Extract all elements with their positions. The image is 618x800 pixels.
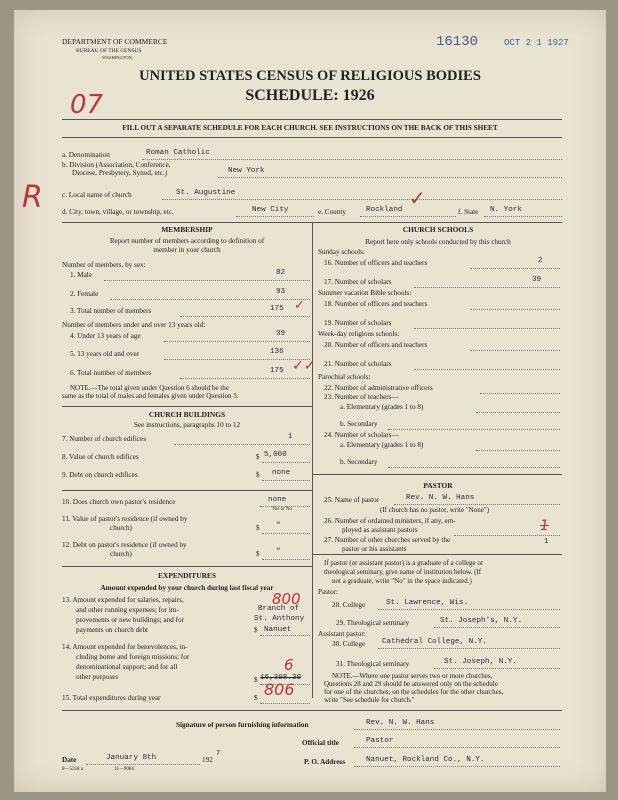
q30-label: 30. College	[332, 640, 366, 648]
city-label: WASHINGTON	[102, 55, 132, 60]
bureau-label: BUREAU OF THE CENSUS	[76, 48, 142, 54]
q7-value: 1	[288, 433, 293, 441]
q13-line-4: payments on church debt	[76, 626, 149, 634]
parochial-label: Parochial schools:	[318, 373, 371, 381]
state-label: f. State	[458, 208, 479, 216]
q23-label: 23. Number of teachers—	[324, 393, 399, 401]
q12-label-2: church)	[110, 550, 132, 558]
q14-dollar: $	[254, 676, 258, 684]
q17-value: 39	[532, 276, 542, 284]
pastor-note-4: write "See schedule for church."	[324, 696, 415, 704]
q4-value: 39	[276, 330, 286, 338]
q2-value: 93	[276, 288, 286, 296]
q29-value: St. Joseph's, N.Y.	[440, 617, 523, 625]
year-suffix: 7	[216, 750, 221, 758]
membership-note-2: same as the total of males and females given under Question 3.	[62, 392, 239, 400]
q27-line-2: pastor or his assistants	[342, 545, 407, 553]
denomination-label: a. Denomination	[62, 151, 110, 159]
q16-label: 16. Number of officers and teachers	[324, 259, 428, 267]
city-label-field: d. City, town, village, or township, etc.	[62, 208, 174, 216]
official-title-label: Official title	[302, 739, 339, 747]
q14-handwritten: 6	[284, 656, 294, 674]
membership-note-1: NOTE.—The total given under Question 6 should be the	[70, 384, 229, 392]
q14-value: 16,398.30	[260, 674, 302, 682]
summer-label: Summer vacation Bible schools:	[318, 289, 412, 297]
q13-handwritten: 800	[272, 590, 301, 608]
membership-intro-1: Report number of members according to definition of	[109, 237, 265, 245]
assistant-sub-label: Assistant pastor:	[318, 630, 366, 638]
q9-dollar: $	[256, 471, 260, 479]
q27-line-1: 27. Number of other churches served by the	[324, 536, 451, 544]
q9-label: 9. Debt on church edifices	[62, 471, 138, 479]
q30-value: Cathedral College, N.Y.	[382, 638, 487, 646]
county-check-mark: ✓	[409, 186, 426, 210]
city-value: New City	[252, 206, 289, 214]
q12-dollar: $	[256, 550, 260, 558]
signature-label: Signature of person furnishing information	[176, 721, 309, 729]
q6-label: 6. Total number of members	[70, 369, 152, 377]
q3-check-mark: ✓	[294, 298, 305, 313]
q12-value: "	[276, 548, 281, 556]
division-value: New York	[228, 167, 265, 175]
schools-title: CHURCH SCHOOLS	[402, 225, 474, 234]
q23b-label: b. Secondary	[340, 420, 378, 428]
by-sex-label: Number of members, by sex:	[62, 261, 146, 269]
q6-value: 175	[270, 367, 284, 375]
form-title: UNITED STATES CENSUS OF RELIGIOUS BODIES	[139, 68, 481, 84]
q8-dollar: $	[256, 453, 260, 461]
q1-label: 1. Male	[70, 271, 92, 279]
q15-handwritten: 806	[264, 680, 295, 699]
q13-note-1: Branch of	[258, 605, 300, 613]
weekday-label: Week-day religious schools:	[318, 330, 400, 338]
q29-label: 29. Theological seminary	[336, 619, 410, 627]
q24b-label: b. Secondary	[340, 458, 378, 466]
q16-value: 2	[538, 257, 543, 265]
q8-label: 8. Value of church edifices	[62, 453, 139, 461]
q5-label: 5. 13 years old and over	[70, 350, 140, 358]
form-number-2: 11—9084	[114, 767, 134, 772]
q15-dollar: $	[254, 694, 258, 702]
denomination-value: Roman Catholic	[146, 149, 210, 157]
handwritten-07: 07	[70, 90, 104, 120]
form-number-1: 8—5318 a	[62, 767, 83, 772]
q20-label: 20. Number of officers and teachers	[324, 341, 428, 349]
q19-label: 19. Number of scholars	[324, 319, 392, 327]
q13-note-3: Nanuet	[264, 626, 292, 634]
pastor-note-3: for one of the churches; on the schedules for the other churches,	[324, 688, 504, 696]
q14-line-3: denominational support; and for all	[76, 663, 178, 671]
pastor-title: PASTOR	[423, 481, 453, 490]
census-form	[14, 10, 606, 792]
q28-value: St. Lawrence, Wis.	[386, 599, 469, 607]
schedule-title: SCHEDULE: 1926	[245, 87, 375, 104]
q31-label: 31. Theological seminary	[336, 660, 410, 668]
q2-label: 2. Female	[70, 290, 99, 298]
q10-label: 10. Does church own pastor's residence	[62, 498, 176, 506]
q26-line-2: ployed as assistant pastors	[342, 526, 418, 534]
q24-label: 24. Number of scholars—	[324, 431, 399, 439]
q12-label: 12. Debt on pastor's residence (if owned by	[62, 541, 187, 549]
q13-dollar: $	[254, 626, 258, 634]
q26-value: 1	[540, 518, 549, 534]
q17-label: 17. Number of scholars	[324, 278, 392, 286]
q13-note-2: St. Anthony	[254, 615, 305, 623]
q26-line-1: 26. Number of ordained ministers, if any, em-	[324, 517, 456, 525]
department-label: DEPARTMENT OF COMMERCE	[62, 37, 168, 46]
q3-label: 3. Total number of members	[70, 307, 152, 315]
po-address-value: Nanuet, Rockland Co., N.Y.	[366, 756, 485, 764]
q11-label-2: church)	[110, 524, 132, 532]
q11-dollar: $	[256, 524, 260, 532]
q8-value: 5,000	[264, 451, 287, 459]
membership-title: MEMBERSHIP	[161, 225, 213, 234]
handwritten-r: R	[22, 180, 43, 215]
q7-label: 7. Number of church edifices	[62, 435, 147, 443]
pastor-note-1: NOTE.—Where one pastor serves two or more churches,	[332, 672, 493, 680]
grad-line-3: not a graduate, write "No" in the space indicated.)	[332, 577, 472, 585]
q6-check-mark: ✓✓	[292, 358, 316, 374]
official-title-value: Pastor	[366, 737, 394, 745]
county-label: e. County	[318, 208, 346, 216]
q22-label: 22. Number of administrative officers	[324, 384, 433, 392]
q14-line-4: other purposes	[76, 673, 119, 681]
grad-line-1: If pastor (or assistant pastor) is a graduate of a college or	[324, 559, 484, 567]
buildings-title: CHURCH BUILDINGS	[148, 410, 226, 419]
date-value: January 8th	[106, 754, 157, 762]
stamp-date: OCT 2 1 1927	[504, 38, 569, 48]
q13-line-3: provements or new buildings; and for	[76, 616, 184, 624]
q11-label: 11. Value of pastor's residence (if owned by	[62, 515, 188, 523]
q31-value: St. Joseph, N.Y.	[444, 658, 517, 666]
q27-value: 1	[544, 538, 549, 546]
q1-value: 82	[276, 269, 286, 277]
q25-value: Rev. N. W. Hans	[406, 494, 475, 502]
q11-value: "	[276, 522, 281, 530]
q13-line-1: 13. Amount expended for salaries, repairs,	[62, 596, 184, 604]
q28-label: 28. College	[332, 601, 366, 609]
instruction-line: FILL OUT A SEPARATE SCHEDULE FOR EACH CHURCH. SEE INSTRUCTIONS ON THE BACK OF THIS SHEET	[122, 124, 498, 132]
pastor-sub-label: Pastor:	[318, 588, 338, 596]
q9-value: none	[272, 469, 291, 477]
q24a-label: a. Elementary (grades 1 to 8)	[340, 441, 424, 449]
q13-line-2: and other running expenses; for im-	[76, 606, 179, 614]
expenditures-title: EXPENDITURES	[158, 571, 216, 580]
q25-label: 25. Name of pastor	[324, 496, 380, 504]
division-label-2: Diocese, Presbytery, Synod, etc.)	[72, 169, 168, 177]
date-label: Date	[62, 756, 77, 764]
po-address-label: P. O. Address	[304, 758, 346, 766]
q10-hint: Yes or No	[272, 507, 293, 512]
q23a-label: a. Elementary (grades 1 to 8)	[340, 403, 424, 411]
q14-line-2: cluding home and foreign missions; for	[76, 653, 190, 661]
q3-value: 175	[270, 305, 284, 313]
q10-value: none	[268, 496, 287, 504]
q21-label: 21. Number of scholars	[324, 360, 392, 368]
division-label: b. Division (Association, Conference,	[62, 161, 171, 169]
q5-value: 136	[270, 348, 284, 356]
q15-label: 15. Total expenditures during year	[62, 694, 161, 702]
church-name-label: c. Local name of church	[62, 191, 132, 199]
q4-label: 4. Under 13 years of age	[70, 332, 141, 340]
sunday-label: Sunday schools:	[318, 248, 365, 256]
q18-label: 18. Number of officers and teachers	[324, 300, 428, 308]
grad-line-2: theological seminary, give name of institution below. (If	[324, 568, 482, 576]
expenditures-sub: Amount expended by your church during last fiscal year	[100, 584, 274, 592]
schools-sub: Report here only schools conducted by this church	[365, 238, 511, 246]
signature-value: Rev. N. W. Hans	[366, 719, 435, 727]
county-value: Rockland	[366, 206, 403, 214]
membership-intro-2: member in your church	[153, 246, 221, 254]
stamp-number: 16130	[436, 34, 479, 50]
year-prefix: 192	[202, 756, 213, 764]
buildings-sub: See instructions, paragraphs 10 to 12	[133, 421, 241, 429]
pastor-note-2: Questions 28 and 29 should be answered only on the schedule	[324, 680, 498, 688]
age-intro-label: Number of members under and over 13 years old:	[62, 321, 206, 329]
q14-line-1: 14. Amount expended for benevolences, in-	[62, 643, 188, 651]
q25-hint: (If church has no pastor, write "None")	[380, 506, 490, 514]
state-value: N. York	[490, 206, 522, 214]
church-name-value: St. Augustine	[176, 189, 236, 197]
